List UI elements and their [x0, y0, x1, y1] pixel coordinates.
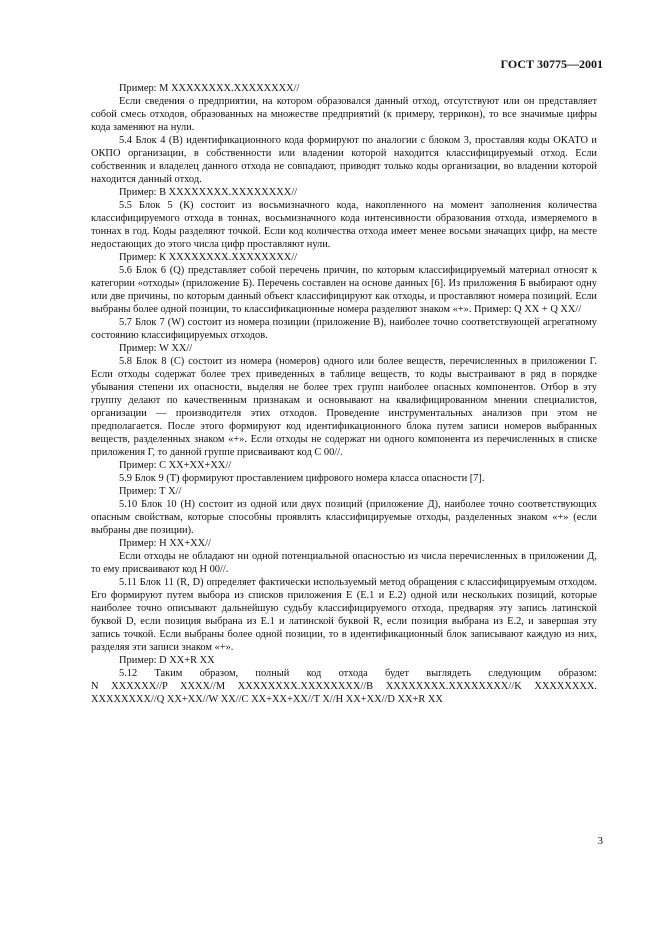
- page-number: 3: [597, 835, 603, 847]
- full-code-line: N XXXXXX//P XXXX//M XXXXXXXX.XXXXXXXX//B XXXXXXXX.XXXXXXXX//K XXXXXXXX. XXXXXXXX//Q XX+XX//W XX//C XX+XX+XX//T X//H XX+XX//D XX+R XX: [91, 681, 597, 705]
- paragraph: 5.6 Блок 6 (Q) представляет собой перечень причин, по которым классифицируемый материал относят к категории «отходы» (приложение Б). Перечень составлен на основе данных [6]. Из приложения Б выбирают одну или две причины, по которым данный объект классифицируют как отходы, и проставляют номера позиций. Если выбраны более одной позиции, то классификационные номера разделяют знаком «+». Пример: Q XX + Q XX//: [91, 265, 597, 315]
- example-line: Пример: С XX+XX+XX//: [119, 460, 232, 471]
- example-line: Пример: D XX+R XX: [119, 655, 215, 666]
- example-line: Пример: М XXXXXXXX.XXXXXXXX//: [119, 83, 300, 94]
- document-body: [91, 82, 597, 706]
- document-header: ГОСТ 30775—2001: [500, 57, 603, 71]
- paragraph: 5.7 Блок 7 (W) состоит из номера позиции (приложение В), наиболее точно соответствующей агрегатному состоянию классифицируемых отходов.: [91, 317, 597, 341]
- paragraph: 5.8 Блок 8 (С) состоит из номера (номеров) одного или более веществ, перечисленных в приложении Г. Если отходы содержат более трех приведенных в таблице веществ, то коды выстраивают в ряд в порядке убывания степени их опасности, выделяя не более трех групп наиболее опасных компонентов. Отбор в эту группу делают по качественным признакам и основывают на квалифицированном мнении специалистов, организации — производителя этих отходов. Проведение инструментальных анализов при этом не предполагается. После этого формируют код идентификационного блока путем записи номеров выбранных веществ, разделенных знаком «+». Если отходы не содержат ни одного компонента из перечисленных в списке приложения Г, то данной группе присваивают код С 00//.: [91, 356, 597, 458]
- example-line: Пример: Н XX+XX//: [119, 538, 211, 549]
- paragraph: 5.12 Таким образом, полный код отхода будет выглядеть следующим образом:: [119, 668, 597, 679]
- paragraph: 5.5 Блок 5 (К) состоит из восьмизначного кода, накопленного на момент заполнения количества классифицируемого отхода в тоннах, восьмизначного кода интенсивности образования отхода, измеряемого в тоннах в год. Коды разделяют точкой. Если код количества отхода имеет менее восьми значащих цифр, на месте недостающих до этого числа цифр проставляют нули.: [91, 200, 597, 250]
- paragraph: 5.4 Блок 4 (В) идентификационного кода формируют по аналогии с блоком 3, проставляя коды ОКАТО и ОКПО организации, в собственности или владении которой находится классифицируемый отход. Если собственник и владелец данного отхода не совпадают, приводят только коды организации, во владении которой находится данный отход.: [91, 135, 597, 185]
- example-line: Пример: W XX//: [119, 343, 193, 354]
- paragraph: Если сведения о предприятии, на котором образовался данный отход, отсутствуют или он представляет собой смесь отходов, образованных на множестве предприятий (к примеру, террикон), то все значимые цифры кода заменяют на нули.: [91, 96, 597, 133]
- paragraph: 5.11 Блок 11 (R, D) определяет фактически используемый метод обращения с классифицируемым отходом. Его формируют путем выбора из списков приложения Е (Е.1 и Е.2) одной или нескольких позиций, которые наиболее точно описывают дальнейшую судьбу классифицируемого отхода, предваряя эту запись латинской буквой D, если позиция выбрана из Е.1 и латинской буквой R, если позиция выбрана из Е.2, и завершая эту запись точкой. Если выбраны более одной позиции, то в идентификационный блок записывают каждую из них, разделяя эти записи знаком «+».: [91, 577, 597, 653]
- example-line: Пример: К XXXXXXXX.XXXXXXXX//: [119, 252, 298, 263]
- paragraph: 5.9 Блок 9 (Т) формируют проставлением цифрового номера класса опасности [7].: [119, 473, 485, 484]
- paragraph: Если отходы не обладают ни одной потенциальной опасностью из числа перечисленных в приложении Д, то ему присваивают код Н 00//.: [91, 551, 597, 575]
- example-line: Пример: Т X//: [119, 486, 182, 497]
- example-line: Пример: В XXXXXXXX.XXXXXXXX//: [119, 187, 298, 198]
- paragraph: 5.10 Блок 10 (Н) состоит из одной или двух позиций (приложение Д), наиболее точно соответствующих опасным свойствам, которые способны проявлять классифицируемые отходы, разделенных знаком «+» (если выбраны две позиции).: [91, 499, 597, 536]
